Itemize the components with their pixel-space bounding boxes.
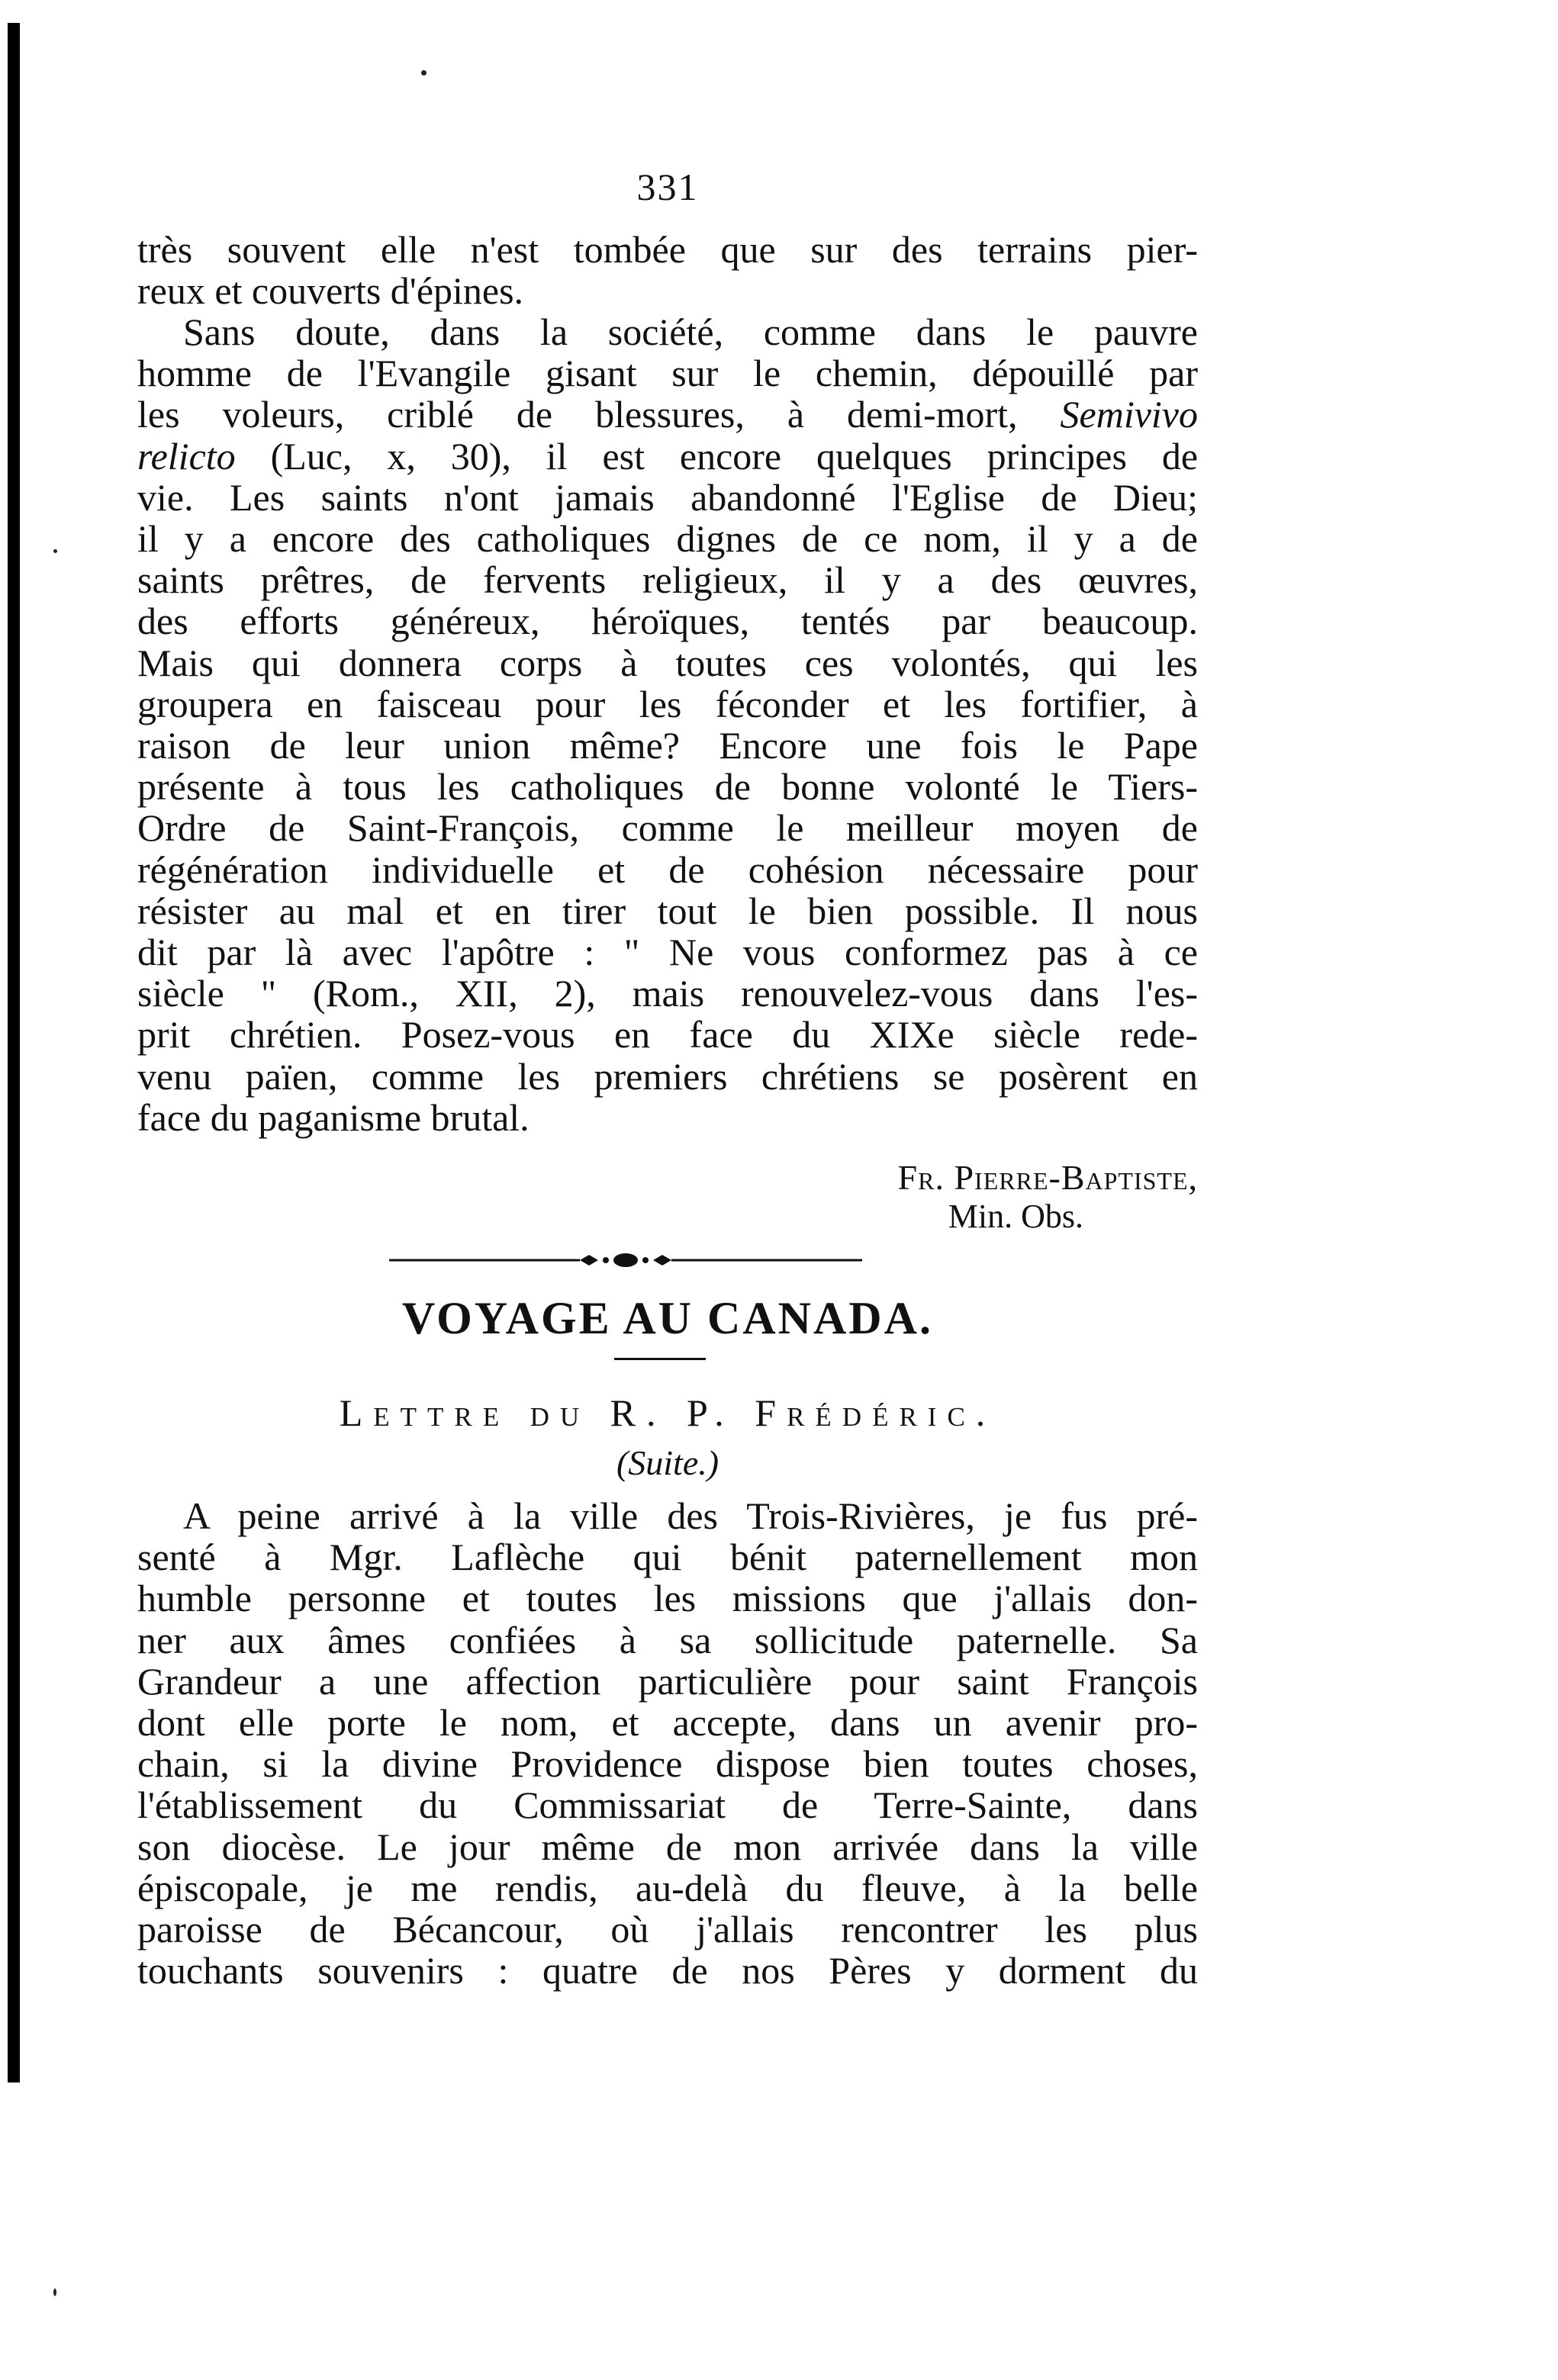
- text-line: touchants souvenirs : quatre de nos Pères y dorment du: [137, 1949, 1198, 1992]
- text-line: chain, si la divine Providence dispose bien toutes choses,: [137, 1742, 1198, 1786]
- text-line: Ordre de Saint-François, comme le meilleur moyen de: [137, 806, 1198, 850]
- text-line: paroisse de Bécancour, où j'allais rencontrer les plus: [137, 1908, 1198, 1951]
- text-line: l'établissement du Commissariat de Terre-Sainte, dans: [137, 1783, 1198, 1827]
- text-line: dont elle porte le nom, et accepte, dans un avenir pro-: [137, 1701, 1198, 1745]
- latin-phrase-continued: relicto: [137, 434, 236, 478]
- text-line: raison de leur union même? Encore une fois le Pape: [137, 724, 1198, 767]
- text-line: dit par là avec l'apôtre : " Ne vous conformez pas à ce: [137, 931, 1198, 974]
- section-title: VOYAGE AU CANADA.: [402, 1293, 933, 1343]
- letter-title: Lettre du R. P. Frédéric.: [339, 1391, 996, 1434]
- text-line: reux et couverts d'épines.: [137, 269, 524, 313]
- text-line: résister au mal et en tirer tout le bien possible. Il nous: [137, 889, 1198, 932]
- signature-name: Fr. Pierre-Baptiste,: [897, 1158, 1198, 1197]
- text-line: son diocèse. Le jour même de mon arrivée dans la ville: [137, 1825, 1198, 1868]
- ornament-dot: [603, 1257, 609, 1263]
- latin-phrase: Semivivo: [1060, 393, 1198, 436]
- text-line: [137, 436, 1198, 477]
- signature-title: Min. Obs.: [948, 1198, 1083, 1235]
- text-line: Mais qui donnera corps à toutes ces volontés, qui les: [137, 641, 1198, 684]
- text-line: saints prêtres, de fervents religieux, il y a des œuvres,: [137, 558, 1198, 602]
- paragraph-1: [137, 229, 1198, 311]
- text-line: prit chrétien. Posez-vous en face du XIXe siècle rede-: [137, 1013, 1198, 1057]
- text-line: des efforts généreux, héroïques, tentés par beaucoup.: [137, 600, 1198, 643]
- text-line: très souvent elle n'est tombée que sur des terrains pier-: [137, 228, 1198, 271]
- text-line: face du paganisme brutal.: [137, 1095, 530, 1139]
- text-line: Grandeur a une affection particulière pour saint François: [137, 1659, 1198, 1703]
- ornament-diamond: [653, 1255, 671, 1266]
- text-line: vie. Les saints n'ont jamais abandonné l'Eglise de Dieu;: [137, 475, 1198, 519]
- text-line: il y a encore des catholiques dignes de ce nom, il y a de: [137, 517, 1198, 561]
- text-line: humble personne et toutes les missions que j'allais don-: [137, 1577, 1198, 1620]
- page-number: 331: [636, 166, 699, 208]
- text-line: Sans doute, dans la société, comme dans le pauvre: [183, 310, 1198, 353]
- text-line: épiscopale, je me rendis, au-delà du fleuve, à la belle: [137, 1866, 1198, 1909]
- scan-speck: [421, 70, 427, 76]
- ornament-dot: [642, 1257, 649, 1263]
- text-line: présente à tous les catholiques de bonne volonté le Tiers-: [137, 765, 1198, 809]
- text-line-segment: (Luc, x, 30), il est encore quelques principes de: [270, 434, 1199, 478]
- text-line-segment: les voleurs, criblé de blessures, à demi-mort,: [137, 393, 1018, 436]
- ornament-center: [613, 1253, 638, 1267]
- title-rule: [614, 1358, 706, 1360]
- text-line: régénération individuelle et de cohésion nécessaire pour: [137, 847, 1198, 891]
- ornament-diamond: [580, 1255, 598, 1266]
- paragraph-3: [137, 1495, 1198, 1991]
- scan-speck: [53, 549, 57, 553]
- scan-edge-bar: [8, 23, 20, 2082]
- paragraph-2: [137, 311, 1198, 1138]
- text-line: homme de l'Evangile gisant sur le chemin, dépouillé par: [137, 352, 1198, 395]
- text-line: ner aux âmes confiées à sa sollicitude paternelle. Sa: [137, 1618, 1198, 1661]
- text-line: senté à Mgr. Laflèche qui bénit paternellement mon: [137, 1536, 1198, 1579]
- scan-speck: [53, 2288, 56, 2296]
- text-line: groupera en faisceau pour les féconder et les fortifier, à: [137, 682, 1198, 725]
- text-line: siècle " (Rom., XII, 2), mais renouvelez-vous dans l'es-: [137, 972, 1198, 1015]
- text-line: venu païen, comme les premiers chrétiens se posèrent en: [137, 1054, 1198, 1098]
- text-line: [137, 394, 1198, 435]
- continued-note: (Suite.): [616, 1443, 719, 1482]
- ornamental-divider: [389, 1251, 862, 1269]
- text-line: A peine arrivé à la ville des Trois-Rivières, je fus pré-: [183, 1494, 1198, 1537]
